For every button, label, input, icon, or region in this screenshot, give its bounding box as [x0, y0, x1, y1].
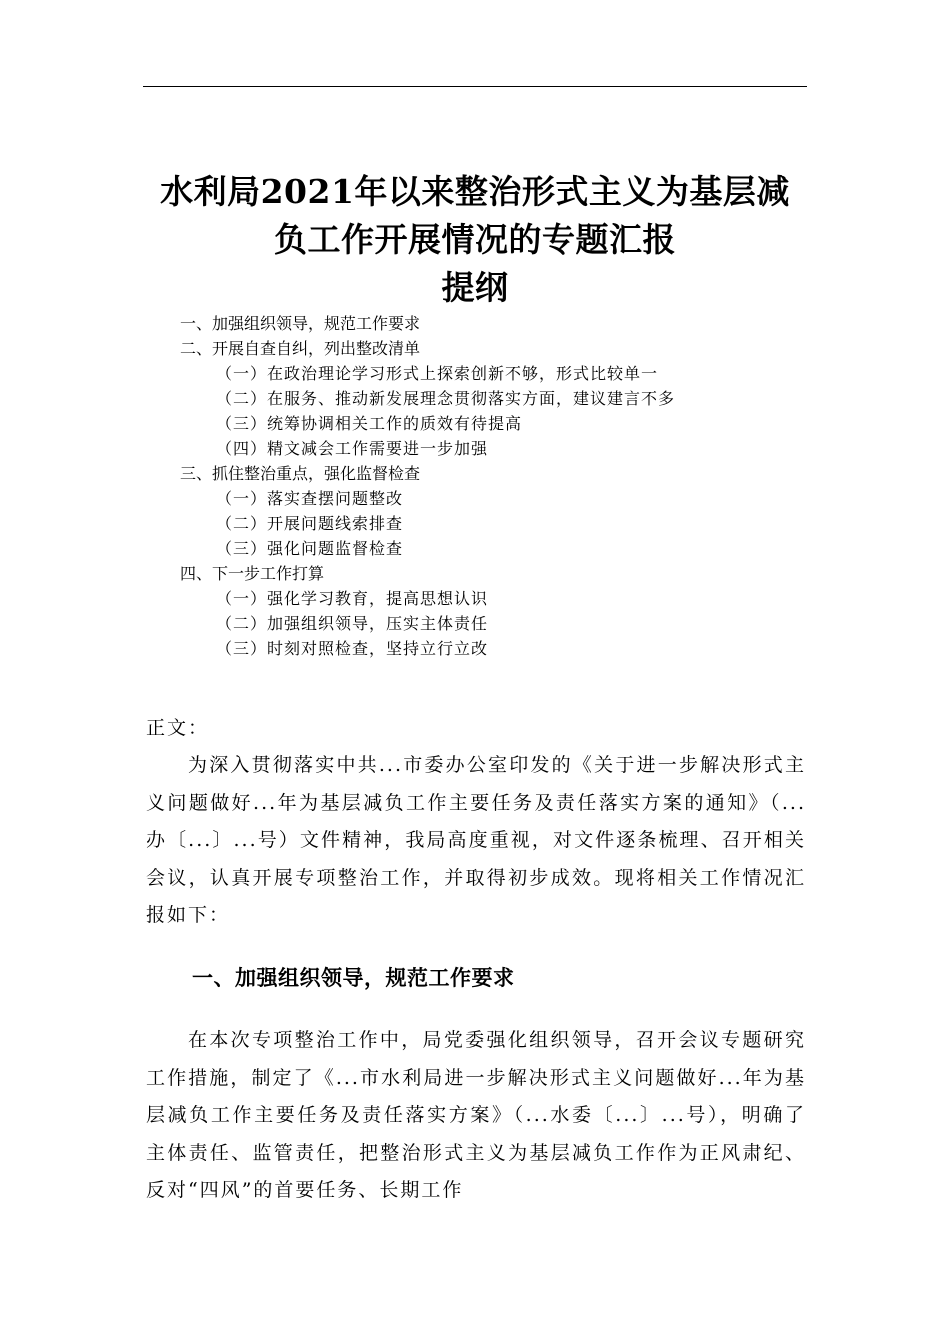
- outline-heading: 三、抓住整治重点，强化监督检查: [180, 464, 421, 483]
- outline-subitem: （三）统筹协调相关工作的质效有待提高: [216, 414, 523, 433]
- outline-subitem: （三）强化问题监督检查: [216, 539, 404, 558]
- outline-subitem: （二）加强组织领导，压实主体责任: [216, 614, 489, 633]
- outline-subitem: （一）在政治理论学习形式上探索创新不够，形式比较单一: [216, 364, 659, 383]
- outline-heading: 一、加强组织领导，规范工作要求: [180, 314, 421, 333]
- document-subtitle: 提纲: [441, 268, 509, 307]
- outline-heading: 四、下一步工作打算: [180, 564, 325, 583]
- document-title-line-2: 负工作开展情况的专题汇报: [274, 220, 676, 259]
- outline-subitem: （一）落实查摆问题整改: [216, 489, 404, 508]
- document-title-line-1: 水利局2021年以来整治形式主义为基层减: [160, 172, 790, 211]
- body-paragraph-intro: 为深入贯彻落实中共...市委办公室印发的《关于进一步解决形式主义问题做好...年为基层减负工作主要任务及责任落实方案的通知》（...办〔...〕...号）文件精神，我局高度重视，对文件逐条梳理、召开相关会议，认真开展专项整治工作，并取得初步成效。现将相关工作情况汇报如下：: [146, 754, 806, 926]
- outline-heading: 二、开展自查自纠，列出整改清单: [180, 339, 421, 358]
- header-rule: [143, 86, 807, 87]
- outline-subitem: （二）开展问题线索排查: [216, 514, 404, 533]
- outline-subitem: （四）精文减会工作需要进一步加强: [216, 439, 489, 458]
- body-paragraph-section-1: 在本次专项整治工作中，局党委强化组织领导，召开会议专题研究工作措施，制定了《...市水利局进一步解决形式主义问题做好...年为基层减负工作主要任务及责任落实方案》（...水委〔...〕...号），明确了主体责任、监管责任，把整治形式主义为基层减负工作作为正风肃纪、反对“四风”的首要任务、长期工作: [146, 1029, 806, 1201]
- outline-subitem: （一）强化学习教育，提高思想认识: [216, 589, 489, 608]
- outline-subitem: （二）在服务、推动新发展理念贯彻落实方面，建议建言不多: [216, 389, 676, 408]
- section-heading-1: 一、加强组织领导，规范工作要求: [192, 966, 515, 990]
- body-label: 正文：: [146, 717, 210, 739]
- outline-subitem: （三）时刻对照检查，坚持立行立改: [216, 639, 489, 658]
